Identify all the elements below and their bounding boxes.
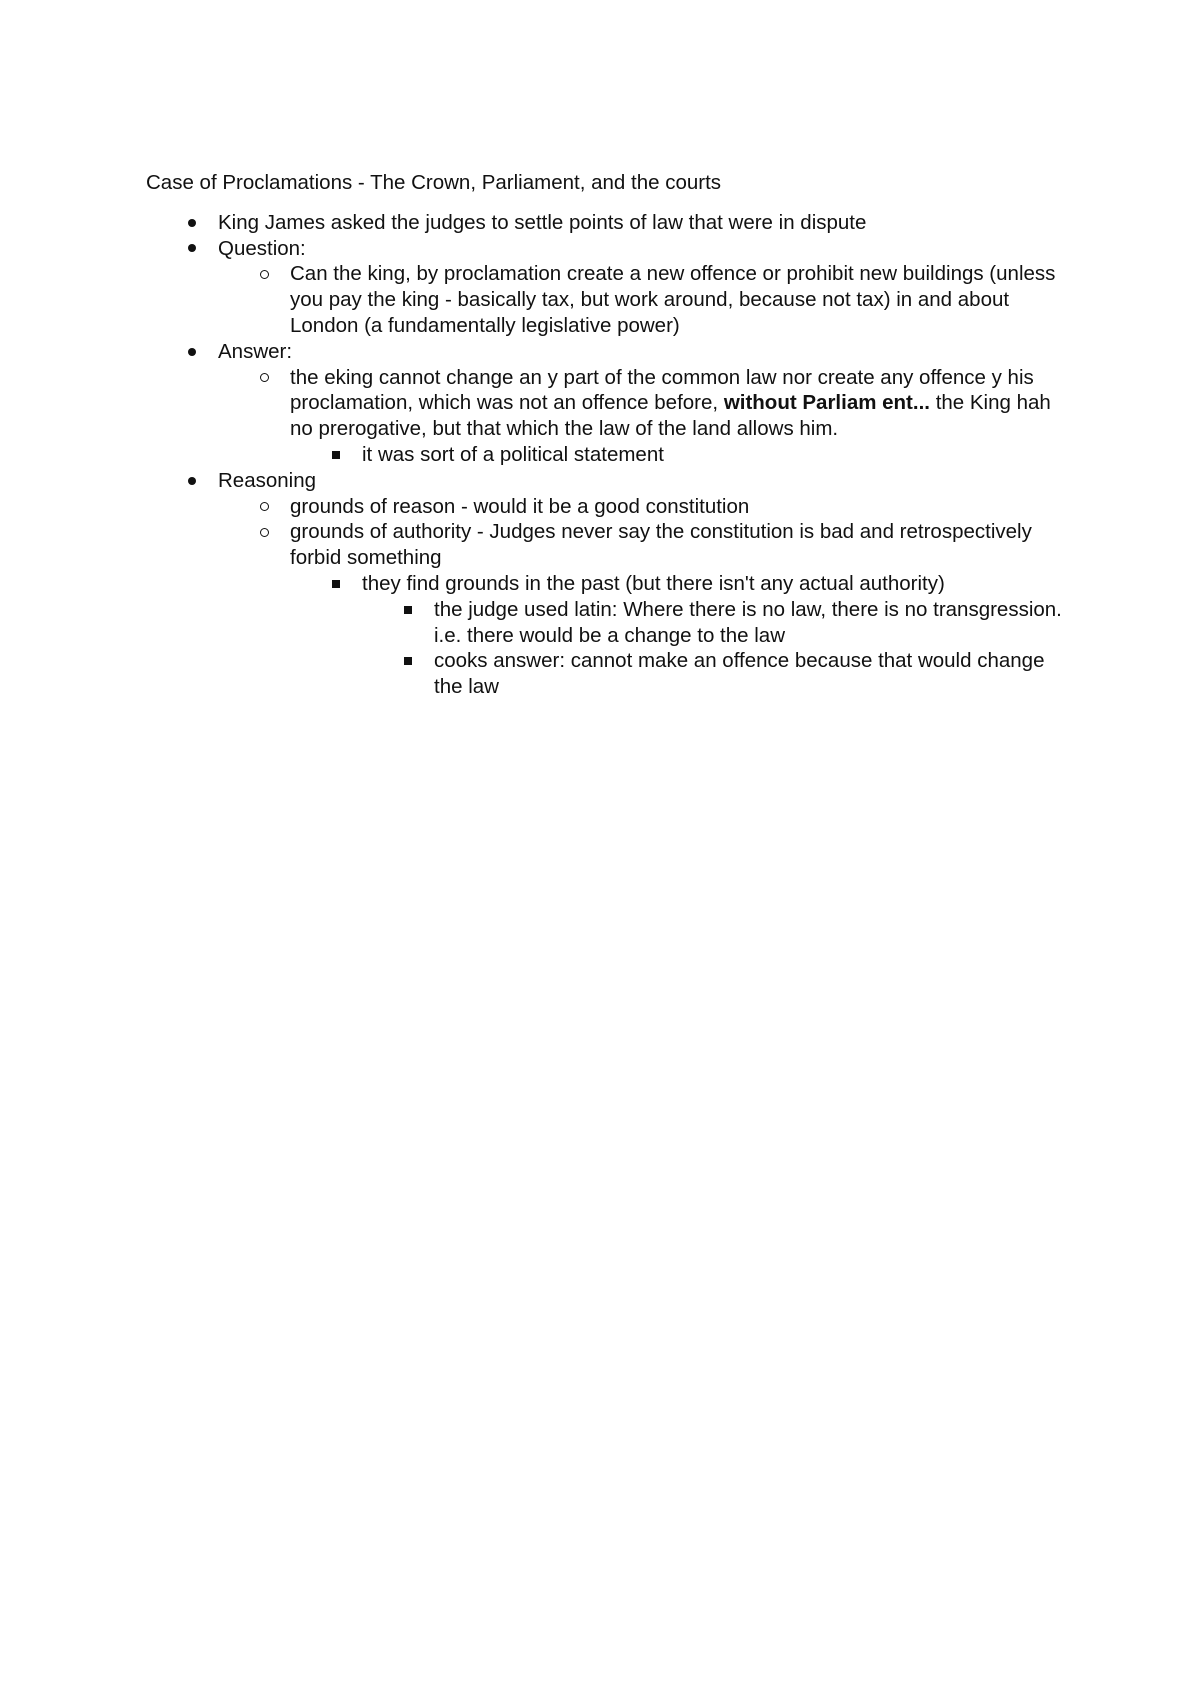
- list-item-text: [290, 365, 1066, 442]
- list-item-text: Can the king, by proclamation create a new offence or prohibit new buildings (unless you pay the king - basically tax, but work around, because not tax) in and about London (a fundamentally legislative power): [290, 262, 1056, 337]
- list-item-text: they find grounds in the past (but there isn't any actual authority): [362, 571, 945, 595]
- list-item-text: grounds of reason - would it be a good constitution: [290, 494, 750, 518]
- list-item: [146, 210, 1066, 236]
- list-item-text: the judge used latin: Where there is no law, there is no transgression. i.e. there would be a change to the law: [434, 597, 1062, 647]
- list-item-text: King James asked the judges to settle points of law that were in dispute: [218, 210, 867, 234]
- square-bullet-icon: [398, 597, 418, 623]
- list-item: [146, 365, 1066, 442]
- list-item: [146, 261, 1066, 338]
- square-bullet-icon: [398, 648, 418, 674]
- hollow-bullet-icon: [254, 519, 274, 545]
- list-item: [146, 339, 1066, 365]
- list-item-text: Answer:: [218, 339, 293, 363]
- hollow-bullet-icon: [254, 261, 274, 287]
- square-bullet-icon: [326, 571, 346, 597]
- list-item-text: it was sort of a political statement: [362, 442, 664, 466]
- list-item-text: Reasoning: [218, 468, 317, 492]
- list-item: [146, 494, 1066, 520]
- list-item: [146, 442, 1066, 468]
- square-bullet-icon: [326, 442, 346, 468]
- hollow-bullet-icon: [254, 494, 274, 520]
- document-body: [146, 170, 1066, 700]
- document-title: Case of Proclamations - The Crown, Parliament, and the courts: [146, 171, 722, 194]
- list-item: [146, 468, 1066, 494]
- list-item: [146, 597, 1066, 649]
- filled-bullet-icon: [182, 210, 202, 236]
- answer-text-bold: without Parliam ent...: [723, 391, 930, 415]
- list-item: [146, 236, 1066, 262]
- bullet-list: [146, 210, 1066, 700]
- list-item: [146, 571, 1066, 597]
- answer-text-after: the King hah no prerogative, but that which the law of the land allows him.: [290, 391, 1051, 441]
- answer-text-before: the eking cannot change an y part of the common law nor create any offence y his proclamation, which was not an offence before,: [290, 365, 1034, 415]
- hollow-bullet-icon: [254, 365, 274, 391]
- filled-bullet-icon: [182, 468, 202, 494]
- list-item-text: grounds of authority - Judges never say the constitution is bad and retrospectively forbid something: [290, 520, 1032, 570]
- filled-bullet-icon: [182, 236, 202, 262]
- list-item: [146, 648, 1066, 700]
- list-item: [146, 519, 1066, 571]
- filled-bullet-icon: [182, 339, 202, 365]
- list-item-text: Question:: [218, 236, 306, 260]
- list-item-text: cooks answer: cannot make an offence because that would change the law: [434, 649, 1045, 699]
